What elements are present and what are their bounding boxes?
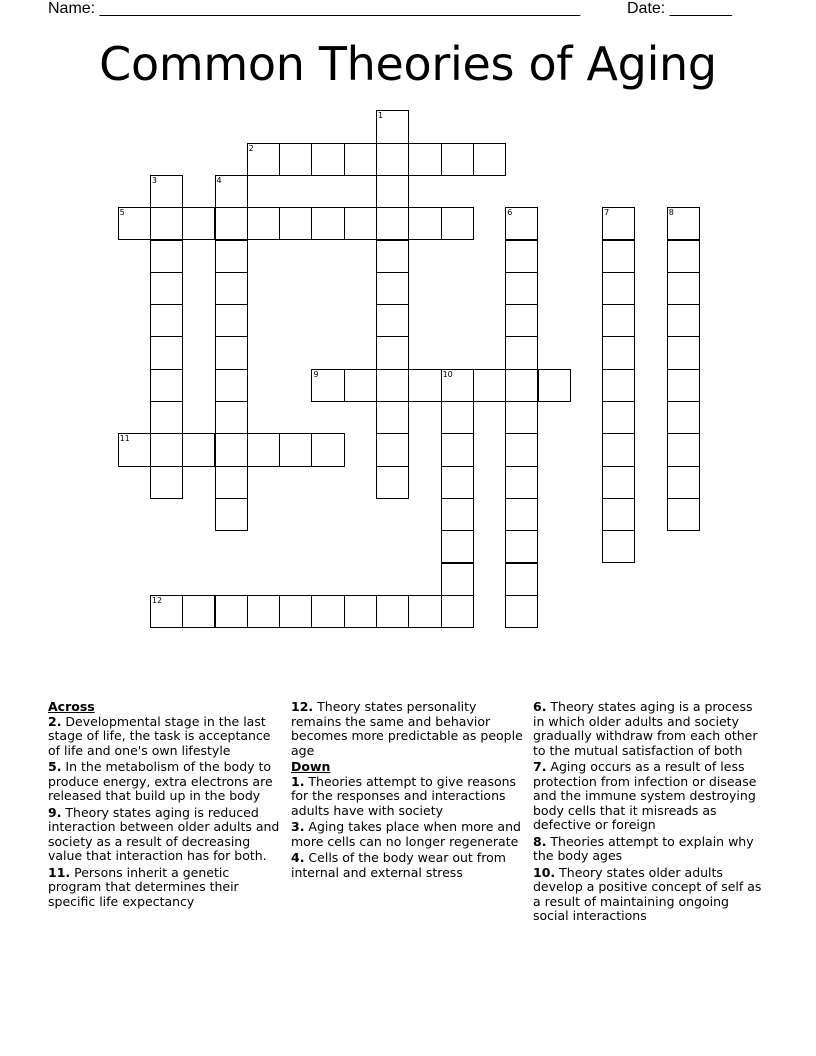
crossword-cell[interactable] — [602, 433, 635, 466]
crossword-cell[interactable] — [441, 143, 474, 176]
crossword-cell[interactable] — [441, 466, 474, 499]
clue-number-label: 2 — [248, 143, 254, 153]
crossword-cell[interactable] — [215, 595, 248, 628]
clue-number-label: 10 — [442, 369, 453, 379]
crossword-cell[interactable] — [376, 240, 409, 273]
clue-number-label: 4 — [216, 175, 222, 185]
crossword-cell[interactable] — [505, 336, 538, 369]
crossword-cell[interactable] — [441, 530, 474, 563]
clue-number-label: 1 — [378, 111, 384, 121]
crossword-cell[interactable] — [505, 498, 538, 531]
crossword-cell[interactable] — [441, 369, 474, 402]
crossword-cell[interactable] — [602, 207, 635, 240]
clue-across-9: 9. Theory states aging is reduced interaction between older adults and society as a result of decreasing value that interaction has for both. — [48, 804, 280, 863]
clue-down-4: 4. Cells of the body wear out from internal and external stress — [291, 850, 506, 880]
crossword-cell[interactable] — [473, 369, 506, 402]
clue-across-12: 12. Theory states personality remains the same and behavior becomes more predictable as people age — [291, 699, 523, 758]
clue-number-label: 7 — [604, 208, 610, 218]
crossword-cell[interactable] — [408, 595, 441, 628]
crossword-cell[interactable] — [376, 175, 409, 208]
crossword-cell[interactable] — [247, 595, 280, 628]
crossword-cell[interactable] — [150, 207, 183, 240]
crossword-cell[interactable] — [344, 369, 377, 402]
crossword-cell[interactable] — [505, 530, 538, 563]
crossword-cell[interactable] — [602, 466, 635, 499]
clues-column-2 — [291, 700, 523, 882]
crossword-cell[interactable] — [505, 401, 538, 434]
crossword-cell[interactable] — [602, 401, 635, 434]
date-field-label[interactable]: Date: _______ — [627, 0, 732, 17]
crossword-cell[interactable] — [182, 433, 215, 466]
crossword-cell[interactable] — [376, 595, 409, 628]
clue-number-label: 11 — [119, 434, 130, 444]
crossword-cell[interactable] — [118, 433, 151, 466]
crossword-cell[interactable] — [311, 433, 344, 466]
crossword-cell[interactable] — [311, 207, 344, 240]
clues-column-3 — [533, 700, 765, 926]
clue-number-label: 3 — [151, 175, 157, 185]
clue-number-label: 5 — [119, 208, 125, 218]
crossword-cell[interactable] — [667, 401, 700, 434]
crossword-cell[interactable] — [376, 110, 409, 143]
crossword-cell[interactable] — [408, 143, 441, 176]
crossword-cell[interactable] — [376, 304, 409, 337]
crossword-cell[interactable] — [215, 272, 248, 305]
name-field-label[interactable]: Name: ______________________________________________________ — [48, 0, 581, 17]
page-title: Common Theories of Aging — [99, 37, 717, 91]
crossword-cell[interactable] — [215, 240, 248, 273]
crossword-cell[interactable] — [667, 336, 700, 369]
crossword-cell[interactable] — [667, 498, 700, 531]
crossword-cell[interactable] — [441, 563, 474, 596]
crossword-cell[interactable] — [247, 143, 280, 176]
crossword-cell[interactable] — [247, 433, 280, 466]
crossword-cell[interactable] — [505, 207, 538, 240]
crossword-cell[interactable] — [150, 433, 183, 466]
clue-down-6: 6. Theory states aging is a process in which older adults and society gradually withdraw from each other to the mutual satisfaction of both — [533, 699, 758, 758]
crossword-cell[interactable] — [279, 433, 312, 466]
crossword-cell[interactable] — [408, 207, 441, 240]
crossword-cell[interactable] — [376, 207, 409, 240]
crossword-cell[interactable] — [279, 143, 312, 176]
crossword-cell[interactable] — [602, 498, 635, 531]
crossword-cell[interactable] — [376, 369, 409, 402]
crossword-cell[interactable] — [602, 272, 635, 305]
crossword-cell[interactable] — [667, 207, 700, 240]
crossword-cell[interactable] — [505, 466, 538, 499]
crossword-cell[interactable] — [441, 498, 474, 531]
crossword-cell[interactable] — [505, 272, 538, 305]
crossword-cell[interactable] — [279, 595, 312, 628]
crossword-cell[interactable] — [311, 595, 344, 628]
clue-across-11: 11. Persons inherit a genetic program that determines their specific life expectancy — [48, 864, 239, 909]
crossword-cell[interactable] — [602, 240, 635, 273]
crossword-cell[interactable] — [376, 336, 409, 369]
crossword-cell[interactable] — [408, 369, 441, 402]
across-heading: Across — [48, 699, 95, 714]
crossword-cell[interactable] — [150, 175, 183, 208]
crossword-cell[interactable] — [602, 304, 635, 337]
crossword-cell[interactable] — [344, 595, 377, 628]
crossword-cell[interactable] — [602, 530, 635, 563]
crossword-cell[interactable] — [311, 143, 344, 176]
crossword-cell[interactable] — [182, 595, 215, 628]
crossword-cell[interactable] — [215, 498, 248, 531]
crossword-cell[interactable] — [441, 401, 474, 434]
crossword-cell[interactable] — [602, 336, 635, 369]
crossword-cell[interactable] — [150, 240, 183, 273]
crossword-cell[interactable] — [215, 466, 248, 499]
crossword-cell[interactable] — [150, 336, 183, 369]
clue-number-label: 8 — [668, 208, 674, 218]
clue-down-7: 7. Aging occurs as a result of less protection from infection or disease and the immune system destroying body cells that it misreads as defective or foreign — [533, 759, 757, 832]
crossword-cell[interactable] — [538, 369, 571, 402]
clue-across-2: 2. Developmental stage in the last stage of life, the task is acceptance of life and one's own lifestyle — [48, 713, 271, 758]
clue-down-8: 8. Theories attempt to explain why the body ages — [533, 833, 754, 863]
crossword-cell[interactable] — [505, 563, 538, 596]
crossword-cell[interactable] — [667, 304, 700, 337]
clue-across-5: 5. In the metabolism of the body to produce energy, extra electrons are released that build up in the body — [48, 759, 273, 803]
crossword-cell[interactable] — [279, 207, 312, 240]
crossword-cell[interactable] — [344, 143, 377, 176]
crossword-cell[interactable] — [667, 466, 700, 499]
crossword-cell[interactable] — [505, 304, 538, 337]
clue-down-1: 1. Theories attempt to give reasons for the responses and interactions adults have with society — [291, 773, 517, 818]
crossword-cell[interactable] — [667, 369, 700, 402]
crossword-cell[interactable] — [376, 143, 409, 176]
crossword-cell[interactable] — [215, 401, 248, 434]
crossword-cell[interactable] — [215, 336, 248, 369]
crossword-cell[interactable] — [182, 207, 215, 240]
crossword-cell[interactable] — [150, 466, 183, 499]
crossword-cell[interactable] — [667, 240, 700, 273]
crossword-cell[interactable] — [505, 240, 538, 273]
crossword-cell[interactable] — [344, 207, 377, 240]
crossword-cell[interactable] — [376, 272, 409, 305]
crossword-cell[interactable] — [376, 466, 409, 499]
crossword-cell[interactable] — [150, 401, 183, 434]
crossword-cell[interactable] — [667, 433, 700, 466]
crossword-cell[interactable] — [473, 143, 506, 176]
crossword-cell[interactable] — [150, 304, 183, 337]
crossword-cell[interactable] — [505, 433, 538, 466]
crossword-cell[interactable] — [118, 207, 151, 240]
crossword-cell[interactable] — [247, 207, 280, 240]
crossword-cell[interactable] — [215, 433, 248, 466]
crossword-cell[interactable] — [505, 595, 538, 628]
crossword-cell[interactable] — [215, 369, 248, 402]
crossword-cell[interactable] — [215, 304, 248, 337]
crossword-cell[interactable] — [602, 369, 635, 402]
crossword-cell[interactable] — [441, 433, 474, 466]
crossword-cell[interactable] — [376, 433, 409, 466]
clue-down-10: 10. Theory states older adults develop a positive concept of self as a result of maintaining ongoing social interactions — [533, 864, 762, 923]
clue-number-label: 6 — [507, 208, 513, 218]
clues-column-1 — [48, 700, 280, 911]
crossword-cell[interactable] — [376, 401, 409, 434]
crossword-cell[interactable] — [150, 369, 183, 402]
crossword-cell[interactable] — [215, 175, 248, 208]
crossword-cell[interactable] — [441, 207, 474, 240]
down-heading: Down — [291, 759, 331, 774]
crossword-cell[interactable] — [150, 272, 183, 305]
crossword-cell[interactable] — [215, 207, 248, 240]
crossword-cell[interactable] — [505, 369, 538, 402]
crossword-cell[interactable] — [667, 272, 700, 305]
crossword-cell[interactable] — [150, 595, 183, 628]
clue-number-label: 12 — [151, 595, 163, 605]
crossword-cell[interactable] — [441, 595, 474, 628]
clue-down-3: 3. Aging takes place when more and more cells can no longer regenerate — [291, 819, 521, 849]
crossword-cell[interactable] — [311, 369, 344, 402]
clue-number-label: 9 — [313, 369, 319, 379]
